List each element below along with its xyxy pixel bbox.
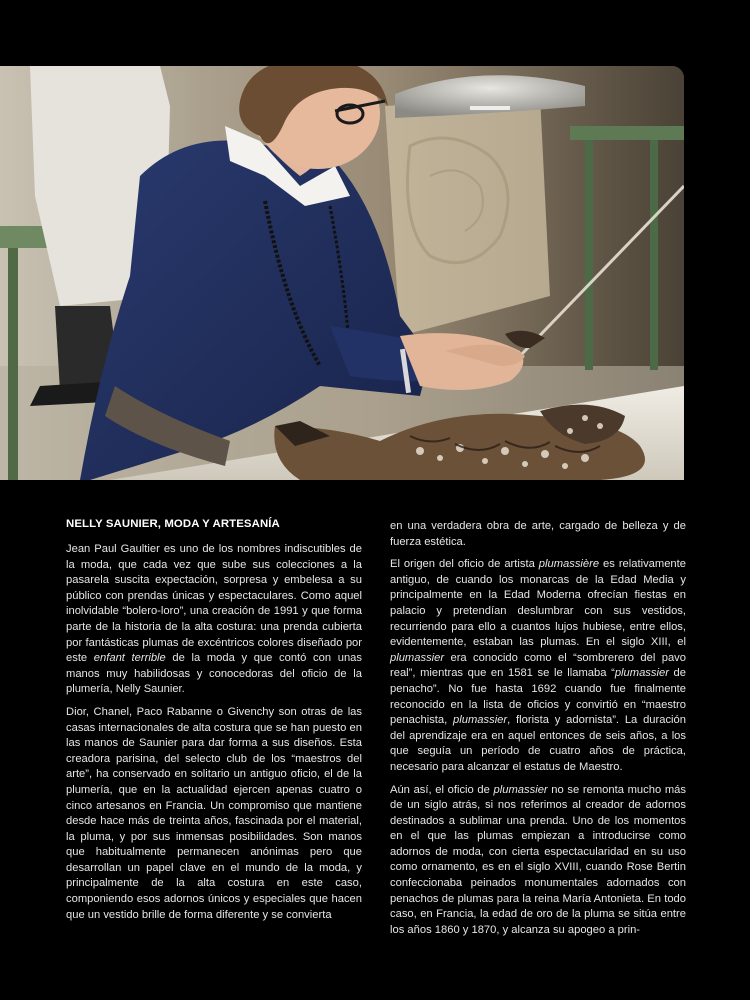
- italic-term: plumassier: [493, 783, 548, 796]
- paragraph: en una verdadera obra de arte, cargado de belleza y de fuerza estética.: [390, 520, 686, 548]
- article-column-right: [390, 519, 686, 945]
- article-heading: NELLY SAUNIER, MODA Y ARTESANÍA: [66, 518, 280, 530]
- italic-term: enfant terrible: [93, 652, 166, 665]
- italic-term: plumassier: [614, 667, 669, 680]
- article-photo: [0, 66, 684, 480]
- italic-term: plumassière: [538, 558, 600, 571]
- paragraph: Aún así, el oficio de plumassier no se remonta mucho más de un siglo atrás, si nos referimos al creador de adornos destinados a sublimar una prenda. Uno de los momentos en el que las plumas empiezan a introducirse como adornos de moda, con cierta espectacularidad en su uso como ornamento, es en el siglo XVIII, cuando Rose Bertin confeccionaba peinados monumentales adornados con penachos de plumas para la reina María Antonieta. En todo caso, en Francia, la edad de oro de la pluma se sitúa entre los años 1860 y 1870, y alcanza su apogeo a prin-: [390, 783, 686, 936]
- italic-term: plumassier: [390, 651, 445, 664]
- paragraph: Jean Paul Gaultier es uno de los nombres indiscutibles de la moda, que cada vez que sube sus colecciones a la pasarela suscita expectación, sorpresa y embelesa a su público con prendas únicas y espectaculares. Como aquel inolvidable “bolero-loro”, una creación de 1991 y que forma parte de la historia de la alta costura: una prenda cubierta por fantásticas plumas de excéntricos colores diseñado por este enfant terrible de la moda y que contó con unas manos muy habilidosas y conocedoras del oficio de la plumería, Nelly Saunier.: [66, 543, 362, 696]
- paragraph: Dior, Chanel, Paco Rabanne o Givenchy son otras de las casas internacionales de alta costura que se han puesto en las manos de Saunier para dar forma a sus diseños. Esta creadora parisina, del selecto club de los “maestros del arte”, ha conservado en solitario un antiguo oficio, el de la plumería, que en la actualidad ejercen apenas cuatro o cinco artesanos en Francia. Un compromiso que mantiene desde hace más de treinta años, fascinada por el material, la pluma, y por sus inmensas posibilidades. Son manos que habitualmente permanecen anónimas pero que desarrollan un papel clave en el mundo de la moda, y principalmente de la alta costura en este caso, componiendo esos adornos únicos y especiales que hacen que un vestido brille de forma diferente y se convierta: [66, 705, 362, 921]
- article-column-left: [66, 516, 362, 930]
- photo-illustration: [0, 66, 684, 480]
- paragraph: El origen del oficio de artista plumassière es relativamente antiguo, de cuando los monarcas de la Edad Media y principalmente en la Edad Moderna ofrecían fiestas en palacio y pretendían deslumbrar con sus vestidos, recurriendo para ello a cuantos lujos hubiese, entre ellos, evidentemente, estaban las plumas. En el siglo XIII, el plumassier era conocido como el “sombrerero del pavo real”, mientras que en 1581 se le llamaba “plumassier de penacho”. No fue hasta 1692 cuando fue finalmente reconocido en la lista de oficios y convirtió en “maestro penachista, plumassier, florista y adornista”. La duración del aprendizaje era en aquel entonces de seis años, a los que seguía un período de cuatro años de práctica, necesario para alcanzar el estatus de Maestro.: [390, 558, 686, 773]
- italic-term: plumassier: [453, 714, 508, 727]
